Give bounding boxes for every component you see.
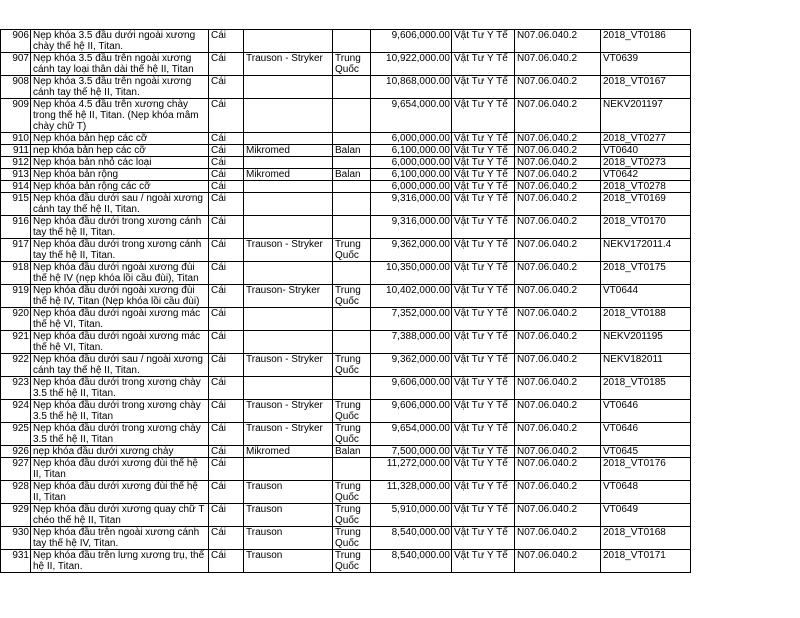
unit-cell: Cái <box>209 181 244 193</box>
table-row <box>1 446 796 458</box>
item-name-cell: Nẹp khóa bản rộng <box>31 169 209 181</box>
category-cell: Vật Tư Y Tế <box>452 216 515 239</box>
registration-code-cell: 2018_VT0171 <box>601 550 691 573</box>
table-row <box>1 527 796 550</box>
category-cell: Vật Tư Y Tế <box>452 550 515 573</box>
row-number-cell: 911 <box>1 145 31 157</box>
item-name-cell: Nẹp khóa đầu dưới ngoài xương mác thế hệ VI, Titan. <box>31 331 209 354</box>
row-number-cell: 907 <box>1 53 31 76</box>
unit-price-cell: 6,000,000.00 <box>371 157 452 169</box>
item-code-cell: N07.06.040.2 <box>515 446 601 458</box>
row-number-cell: 922 <box>1 354 31 377</box>
table-row <box>1 331 796 354</box>
table-row <box>1 400 796 423</box>
category-cell: Vật Tư Y Tế <box>452 458 515 481</box>
item-name-cell: Nẹp khóa đầu dưới trong xương cánh tay thế hệ II, Titan. <box>31 239 209 262</box>
unit-cell: Cái <box>209 446 244 458</box>
row-number-cell: 917 <box>1 239 31 262</box>
manufacturer-cell: Mikromed <box>244 145 333 157</box>
item-name-cell: Nẹp khóa đầu dưới sau / ngoài xương cánh tay thế hệ II, Titan. <box>31 354 209 377</box>
unit-price-cell: 6,000,000.00 <box>371 181 452 193</box>
category-cell: Vật Tư Y Tế <box>452 481 515 504</box>
unit-cell: Cái <box>209 458 244 481</box>
manufacturer-cell <box>244 193 333 216</box>
registration-code-cell: VT0646 <box>601 423 691 446</box>
origin-country-cell: Trung Quốc <box>333 239 371 262</box>
table-row <box>1 550 796 573</box>
registration-code-cell: NEKV172011.4 <box>601 239 691 262</box>
unit-price-cell: 9,316,000.00 <box>371 216 452 239</box>
unit-cell: Cái <box>209 423 244 446</box>
item-code-cell: N07.06.040.2 <box>515 481 601 504</box>
registration-code-cell: VT0644 <box>601 285 691 308</box>
manufacturer-cell: Mikromed <box>244 446 333 458</box>
origin-country-cell: Trung Quốc <box>333 400 371 423</box>
origin-country-cell: Trung Quốc <box>333 481 371 504</box>
unit-price-cell: 5,910,000.00 <box>371 504 452 527</box>
row-number-cell: 910 <box>1 133 31 145</box>
item-name-cell: Nẹp khóa đầu dưới ngoài xương đùi thế hệ IV (nẹp khóa lồi cầu đùi), Titan <box>31 262 209 285</box>
row-number-cell: 908 <box>1 76 31 99</box>
table-row <box>1 99 796 133</box>
category-cell: Vật Tư Y Tế <box>452 446 515 458</box>
manufacturer-cell <box>244 30 333 53</box>
table-row <box>1 262 796 285</box>
item-name-cell: Nẹp khóa đầu dưới ngoài xương mác thế hệ VI, Titan. <box>31 308 209 331</box>
table-row <box>1 76 796 99</box>
registration-code-cell: VT0640 <box>601 145 691 157</box>
category-cell: Vật Tư Y Tế <box>452 157 515 169</box>
unit-price-cell: 9,362,000.00 <box>371 239 452 262</box>
origin-country-cell: Trung Quốc <box>333 550 371 573</box>
unit-cell: Cái <box>209 285 244 308</box>
registration-code-cell: NEKV201197 <box>601 99 691 133</box>
unit-cell: Cái <box>209 216 244 239</box>
origin-country-cell <box>333 377 371 400</box>
table-row <box>1 239 796 262</box>
table-row <box>1 181 796 193</box>
manufacturer-cell <box>244 458 333 481</box>
item-code-cell: N07.06.040.2 <box>515 239 601 262</box>
unit-price-cell: 9,606,000.00 <box>371 30 452 53</box>
unit-cell: Cái <box>209 504 244 527</box>
item-name-cell: Nẹp khóa 3.5 đầu trên ngoài xương cánh tay thế hệ II, Titan. <box>31 76 209 99</box>
item-name-cell: Nẹp khóa đầu dưới ngoài xương đùi thế hệ IV, Titan (Nẹp khóa lồi cầu đùi) <box>31 285 209 308</box>
manufacturer-cell <box>244 262 333 285</box>
registration-code-cell: VT0642 <box>601 169 691 181</box>
item-code-cell: N07.06.040.2 <box>515 400 601 423</box>
registration-code-cell: VT0645 <box>601 446 691 458</box>
origin-country-cell: Trung Quốc <box>333 53 371 76</box>
item-code-cell: N07.06.040.2 <box>515 262 601 285</box>
supply-price-table <box>0 29 796 573</box>
table-row <box>1 504 796 527</box>
table-row <box>1 157 796 169</box>
category-cell: Vật Tư Y Tế <box>452 504 515 527</box>
manufacturer-cell <box>244 181 333 193</box>
unit-cell: Cái <box>209 193 244 216</box>
unit-price-cell: 6,000,000.00 <box>371 133 452 145</box>
manufacturer-cell: Trauson <box>244 481 333 504</box>
category-cell: Vật Tư Y Tế <box>452 354 515 377</box>
origin-country-cell: Trung Quốc <box>333 354 371 377</box>
registration-code-cell: 2018_VT0278 <box>601 181 691 193</box>
unit-cell: Cái <box>209 133 244 145</box>
unit-cell: Cái <box>209 99 244 133</box>
unit-cell: Cái <box>209 30 244 53</box>
manufacturer-cell: Trauson - Stryker <box>244 423 333 446</box>
origin-country-cell: Trung Quốc <box>333 527 371 550</box>
registration-code-cell: 2018_VT0167 <box>601 76 691 99</box>
origin-country-cell <box>333 458 371 481</box>
category-cell: Vật Tư Y Tế <box>452 53 515 76</box>
table-row <box>1 216 796 239</box>
unit-price-cell: 9,606,000.00 <box>371 377 452 400</box>
item-name-cell: Nẹp khóa 3.5 đầu trên ngoài xương cánh tay loại thân dài thế hệ II, Titan <box>31 53 209 76</box>
item-name-cell: nẹp khóa bản hẹp các cỡ <box>31 145 209 157</box>
item-name-cell: Nẹp khóa đầu dưới sau / ngoài xương cánh tay thế hệ II, Titan. <box>31 193 209 216</box>
category-cell: Vật Tư Y Tế <box>452 76 515 99</box>
manufacturer-cell: Trauson- Stryker <box>244 285 333 308</box>
row-number-cell: 915 <box>1 193 31 216</box>
unit-cell: Cái <box>209 169 244 181</box>
unit-price-cell: 8,540,000.00 <box>371 550 452 573</box>
table-row <box>1 285 796 308</box>
unit-price-cell: 7,352,000.00 <box>371 308 452 331</box>
row-number-cell: 927 <box>1 458 31 481</box>
unit-cell: Cái <box>209 527 244 550</box>
category-cell: Vật Tư Y Tế <box>452 99 515 133</box>
registration-code-cell: VT0648 <box>601 481 691 504</box>
registration-code-cell: 2018_VT0186 <box>601 30 691 53</box>
unit-price-cell: 10,402,000.00 <box>371 285 452 308</box>
item-code-cell: N07.06.040.2 <box>515 458 601 481</box>
origin-country-cell: Trung Quốc <box>333 423 371 446</box>
manufacturer-cell <box>244 99 333 133</box>
registration-code-cell: NEKV182011 <box>601 354 691 377</box>
row-number-cell: 918 <box>1 262 31 285</box>
manufacturer-cell <box>244 76 333 99</box>
row-number-cell: 928 <box>1 481 31 504</box>
category-cell: Vật Tư Y Tế <box>452 181 515 193</box>
unit-cell: Cái <box>209 481 244 504</box>
item-name-cell: Nẹp khóa đầu trên ngoài xương cánh tay thế hệ IV, Titan. <box>31 527 209 550</box>
unit-price-cell: 6,100,000.00 <box>371 169 452 181</box>
row-number-cell: 921 <box>1 331 31 354</box>
row-number-cell: 930 <box>1 527 31 550</box>
table-row <box>1 53 796 76</box>
registration-code-cell: 2018_VT0175 <box>601 262 691 285</box>
item-name-cell: Nẹp khóa đầu dưới xương quay chữ T chéo thế hệ II, Titan <box>31 504 209 527</box>
manufacturer-cell: Trauson - Stryker <box>244 354 333 377</box>
category-cell: Vật Tư Y Tế <box>452 193 515 216</box>
origin-country-cell: Trung Quốc <box>333 285 371 308</box>
category-cell: Vật Tư Y Tế <box>452 308 515 331</box>
registration-code-cell: 2018_VT0168 <box>601 527 691 550</box>
item-code-cell: N07.06.040.2 <box>515 216 601 239</box>
row-number-cell: 912 <box>1 157 31 169</box>
row-number-cell: 923 <box>1 377 31 400</box>
registration-code-cell: VT0639 <box>601 53 691 76</box>
item-code-cell: N07.06.040.2 <box>515 169 601 181</box>
item-code-cell: N07.06.040.2 <box>515 53 601 76</box>
table-row <box>1 481 796 504</box>
manufacturer-cell <box>244 377 333 400</box>
unit-price-cell: 11,328,000.00 <box>371 481 452 504</box>
row-number-cell: 909 <box>1 99 31 133</box>
registration-code-cell: 2018_VT0185 <box>601 377 691 400</box>
table-row <box>1 458 796 481</box>
item-name-cell: Nẹp khóa đầu dưới trong xương chày 3.5 thế hệ II, Titan. <box>31 377 209 400</box>
origin-country-cell: Balan <box>333 145 371 157</box>
category-cell: Vật Tư Y Tế <box>452 145 515 157</box>
origin-country-cell <box>333 308 371 331</box>
category-cell: Vật Tư Y Tế <box>452 400 515 423</box>
registration-code-cell: 2018_VT0170 <box>601 216 691 239</box>
registration-code-cell: 2018_VT0188 <box>601 308 691 331</box>
unit-cell: Cái <box>209 53 244 76</box>
manufacturer-cell <box>244 308 333 331</box>
table-row <box>1 308 796 331</box>
origin-country-cell: Balan <box>333 446 371 458</box>
unit-price-cell: 10,868,000.00 <box>371 76 452 99</box>
unit-price-cell: 9,654,000.00 <box>371 99 452 133</box>
table-row <box>1 133 796 145</box>
item-code-cell: N07.06.040.2 <box>515 377 601 400</box>
item-code-cell: N07.06.040.2 <box>515 99 601 133</box>
category-cell: Vật Tư Y Tế <box>452 30 515 53</box>
registration-code-cell: 2018_VT0176 <box>601 458 691 481</box>
unit-price-cell: 8,540,000.00 <box>371 527 452 550</box>
item-name-cell: Nẹp khóa đầu dưới xương đùi thế hệ II, Titan <box>31 481 209 504</box>
unit-cell: Cái <box>209 239 244 262</box>
item-code-cell: N07.06.040.2 <box>515 423 601 446</box>
origin-country-cell <box>333 30 371 53</box>
registration-code-cell: 2018_VT0169 <box>601 193 691 216</box>
manufacturer-cell: Trauson <box>244 504 333 527</box>
item-code-cell: N07.06.040.2 <box>515 504 601 527</box>
origin-country-cell <box>333 76 371 99</box>
unit-price-cell: 9,362,000.00 <box>371 354 452 377</box>
origin-country-cell: Balan <box>333 169 371 181</box>
item-name-cell: Nẹp khóa 4.5 đầu trên xương chày trong thế hệ II, Titan. (Nẹp khóa mâm chày chữ T) <box>31 99 209 133</box>
row-number-cell: 906 <box>1 30 31 53</box>
item-name-cell: Nẹp khóa bản nhỏ các loại <box>31 157 209 169</box>
category-cell: Vật Tư Y Tế <box>452 377 515 400</box>
row-number-cell: 913 <box>1 169 31 181</box>
registration-code-cell: VT0646 <box>601 400 691 423</box>
item-code-cell: N07.06.040.2 <box>515 30 601 53</box>
registration-code-cell: 2018_VT0273 <box>601 157 691 169</box>
item-name-cell: Nẹp khóa đầu dưới xương đùi thế hệ II, Titan <box>31 458 209 481</box>
origin-country-cell <box>333 262 371 285</box>
unit-price-cell: 7,388,000.00 <box>371 331 452 354</box>
manufacturer-cell <box>244 133 333 145</box>
item-name-cell: Nẹp khóa bản rộng các cỡ <box>31 181 209 193</box>
category-cell: Vật Tư Y Tế <box>452 527 515 550</box>
row-number-cell: 919 <box>1 285 31 308</box>
manufacturer-cell: Trauson <box>244 550 333 573</box>
manufacturer-cell: Mikromed <box>244 169 333 181</box>
manufacturer-cell: Trauson <box>244 527 333 550</box>
unit-price-cell: 9,606,000.00 <box>371 400 452 423</box>
unit-cell: Cái <box>209 331 244 354</box>
table-row <box>1 377 796 400</box>
item-name-cell: Nẹp khóa 3.5 đầu dưới ngoài xương chày thế hệ II, Titan. <box>31 30 209 53</box>
manufacturer-cell <box>244 157 333 169</box>
row-number-cell: 929 <box>1 504 31 527</box>
unit-price-cell: 9,316,000.00 <box>371 193 452 216</box>
registration-code-cell: NEKV201195 <box>601 331 691 354</box>
row-number-cell: 924 <box>1 400 31 423</box>
category-cell: Vật Tư Y Tế <box>452 239 515 262</box>
row-number-cell: 920 <box>1 308 31 331</box>
unit-cell: Cái <box>209 400 244 423</box>
origin-country-cell <box>333 216 371 239</box>
category-cell: Vật Tư Y Tế <box>452 262 515 285</box>
item-code-cell: N07.06.040.2 <box>515 157 601 169</box>
registration-code-cell: VT0649 <box>601 504 691 527</box>
item-code-cell: N07.06.040.2 <box>515 133 601 145</box>
table-row <box>1 354 796 377</box>
item-code-cell: N07.06.040.2 <box>515 193 601 216</box>
unit-cell: Cái <box>209 550 244 573</box>
unit-cell: Cái <box>209 76 244 99</box>
item-name-cell: Nẹp khóa đầu dưới trong xương chày 3.5 thế hệ II, Titan <box>31 400 209 423</box>
item-code-cell: N07.06.040.2 <box>515 76 601 99</box>
category-cell: Vật Tư Y Tế <box>452 133 515 145</box>
unit-price-cell: 9,654,000.00 <box>371 423 452 446</box>
item-name-cell: Nẹp khóa đầu trên lưng xương trụ, thế hệ II, Titan. <box>31 550 209 573</box>
item-code-cell: N07.06.040.2 <box>515 527 601 550</box>
unit-cell: Cái <box>209 308 244 331</box>
unit-price-cell: 10,922,000.00 <box>371 53 452 76</box>
unit-cell: Cái <box>209 377 244 400</box>
manufacturer-cell <box>244 331 333 354</box>
unit-cell: Cái <box>209 145 244 157</box>
category-cell: Vật Tư Y Tế <box>452 423 515 446</box>
unit-price-cell: 10,350,000.00 <box>371 262 452 285</box>
origin-country-cell <box>333 193 371 216</box>
table-row <box>1 30 796 53</box>
item-code-cell: N07.06.040.2 <box>515 550 601 573</box>
item-name-cell: nẹp khóa đầu dưới xương chày <box>31 446 209 458</box>
unit-cell: Cái <box>209 157 244 169</box>
manufacturer-cell: Trauson - Stryker <box>244 400 333 423</box>
item-name-cell: Nẹp khóa đầu dưới trong xương chày 3.5 thế hệ II, Titan <box>31 423 209 446</box>
table-row <box>1 169 796 181</box>
row-number-cell: 914 <box>1 181 31 193</box>
item-code-cell: N07.06.040.2 <box>515 285 601 308</box>
table-row <box>1 145 796 157</box>
origin-country-cell <box>333 157 371 169</box>
unit-cell: Cái <box>209 262 244 285</box>
manufacturer-cell: Trauson - Stryker <box>244 53 333 76</box>
row-number-cell: 926 <box>1 446 31 458</box>
manufacturer-cell <box>244 216 333 239</box>
item-name-cell: Nẹp khóa đầu dưới trong xương cánh tay thế hệ II, Titan. <box>31 216 209 239</box>
unit-price-cell: 11,272,000.00 <box>371 458 452 481</box>
item-code-cell: N07.06.040.2 <box>515 331 601 354</box>
table-row <box>1 423 796 446</box>
unit-cell: Cái <box>209 354 244 377</box>
unit-price-cell: 7,500,000.00 <box>371 446 452 458</box>
table-row <box>1 193 796 216</box>
origin-country-cell <box>333 181 371 193</box>
row-number-cell: 931 <box>1 550 31 573</box>
manufacturer-cell: Trauson - Stryker <box>244 239 333 262</box>
item-code-cell: N07.06.040.2 <box>515 145 601 157</box>
category-cell: Vật Tư Y Tế <box>452 169 515 181</box>
item-code-cell: N07.06.040.2 <box>515 308 601 331</box>
origin-country-cell <box>333 133 371 145</box>
item-name-cell: Nẹp khóa bản hẹp các cỡ <box>31 133 209 145</box>
item-code-cell: N07.06.040.2 <box>515 354 601 377</box>
origin-country-cell: Trung Quốc <box>333 504 371 527</box>
origin-country-cell <box>333 99 371 133</box>
category-cell: Vật Tư Y Tế <box>452 331 515 354</box>
item-code-cell: N07.06.040.2 <box>515 181 601 193</box>
category-cell: Vật Tư Y Tế <box>452 285 515 308</box>
origin-country-cell <box>333 331 371 354</box>
row-number-cell: 925 <box>1 423 31 446</box>
unit-price-cell: 6,100,000.00 <box>371 145 452 157</box>
registration-code-cell: 2018_VT0277 <box>601 133 691 145</box>
row-number-cell: 916 <box>1 216 31 239</box>
